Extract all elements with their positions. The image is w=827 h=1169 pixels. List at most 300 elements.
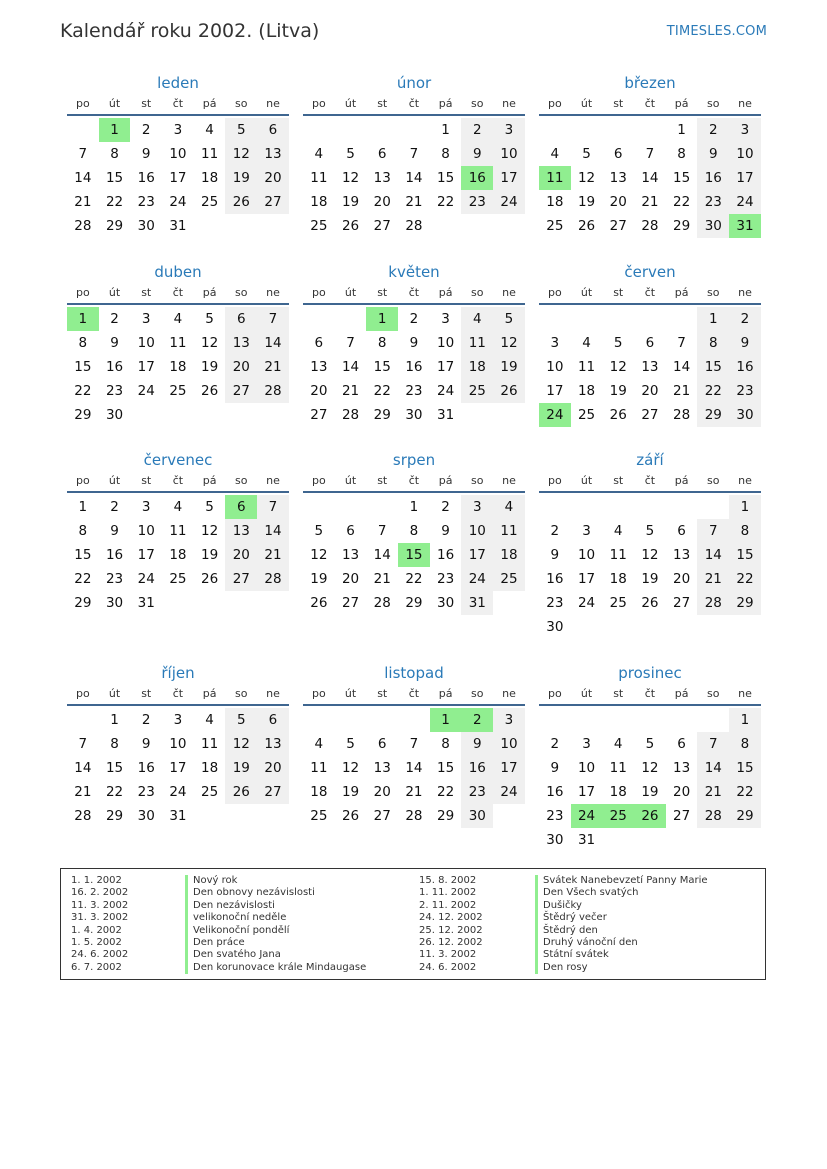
day-cell: 25 — [609, 595, 627, 611]
legend-holiday-name: Nový rok — [193, 875, 238, 886]
month-9 — [67, 662, 289, 828]
month-name: srpen — [392, 451, 436, 469]
legend-date: 1. 4. 2002 — [71, 924, 122, 936]
day-grid — [303, 307, 525, 427]
day-cell: 27 — [673, 808, 691, 824]
legend-date: 24. 12. 2002 — [419, 912, 483, 924]
weekday-label: so — [471, 474, 484, 487]
day-cell: 3 — [441, 311, 450, 327]
weekday-label: so — [235, 474, 248, 487]
day-cell: 3 — [141, 311, 151, 327]
day-cell: 11 — [493, 519, 525, 543]
day-cell: 21 — [697, 567, 729, 591]
day-cell: 18 — [577, 383, 596, 399]
month-11 — [539, 662, 761, 852]
weekday-label: po — [547, 286, 562, 299]
day-cell: 10 — [729, 142, 761, 166]
day-cell: 5 — [205, 311, 214, 327]
weekday-label: so — [471, 687, 484, 700]
weekday-label: so — [707, 474, 720, 487]
day-cell: 18 — [310, 784, 328, 800]
day-cell: 11 — [169, 335, 187, 351]
day-cell: 10 — [169, 146, 187, 162]
day-cell: 24 — [137, 383, 155, 399]
day-cell: 4 — [493, 495, 525, 519]
day-cell: 2 — [697, 118, 729, 142]
empty-cell — [335, 118, 367, 142]
weekday-label: po — [75, 474, 90, 487]
empty-cell — [398, 118, 430, 142]
day-cell: 15 — [105, 170, 124, 186]
day-cell: 6 — [677, 523, 686, 539]
empty-cell — [571, 118, 603, 142]
weekday-label: ne — [266, 474, 280, 487]
empty-cell — [666, 615, 698, 639]
day-cell: 4 — [205, 122, 214, 138]
day-cell: 24 — [729, 190, 761, 214]
day-cell: 16 — [137, 170, 155, 186]
day-grid — [67, 708, 289, 828]
day-grid — [539, 307, 761, 427]
day-cell: 10 — [546, 359, 564, 375]
empty-cell — [634, 307, 666, 331]
empty-cell — [729, 615, 761, 639]
day-cell: 5 — [225, 118, 257, 142]
day-cell: 6 — [257, 708, 289, 732]
weekday-label: ne — [738, 474, 752, 487]
day-cell: 7 — [697, 519, 729, 543]
weekday-label: po — [547, 687, 562, 700]
day-cell: 14 — [74, 170, 92, 186]
day-cell: 25 — [169, 383, 187, 399]
empty-cell — [303, 307, 335, 331]
day-cell: 15 — [437, 760, 455, 776]
day-cell: 7 — [346, 335, 355, 351]
empty-cell — [225, 591, 257, 615]
day-cell: 6 — [377, 146, 387, 162]
month-8 — [539, 449, 761, 639]
day-cell: 22 — [373, 383, 391, 399]
day-cell: 13 — [641, 359, 659, 375]
day-cell: 16 — [105, 547, 124, 563]
day-cell: 25 — [546, 218, 564, 234]
legend-holiday-name: Den práce — [193, 936, 245, 948]
day-cell: 25 — [493, 567, 525, 591]
day-cell: 6 — [225, 495, 257, 519]
weekday-label: ne — [738, 97, 752, 110]
weekday-label: út — [580, 286, 593, 299]
day-cell: 3 — [173, 122, 183, 138]
day-cell: 28 — [257, 379, 289, 403]
day-cell: 19 — [609, 383, 627, 399]
day-cell: 26 — [341, 218, 360, 234]
day-cell: 24 — [493, 780, 525, 804]
empty-cell — [225, 403, 257, 427]
day-cell: 28 — [697, 591, 729, 615]
weekday-label: čt — [408, 474, 420, 487]
day-cell: 7 — [78, 146, 88, 162]
day-cell: 9 — [461, 142, 493, 166]
day-cell: 23 — [437, 571, 455, 587]
weekday-header — [67, 283, 289, 305]
day-cell: 26 — [201, 571, 219, 587]
day-cell: 27 — [257, 190, 289, 214]
day-cell: 14 — [405, 170, 423, 186]
day-cell: 6 — [225, 307, 257, 331]
weekday-label: čt — [644, 687, 656, 700]
day-cell: 18 — [493, 543, 525, 567]
weekday-label: ne — [502, 687, 516, 700]
empty-cell — [366, 495, 398, 519]
weekday-label: čt — [172, 687, 184, 700]
day-cell: 7 — [257, 495, 289, 519]
day-cell: 14 — [74, 760, 92, 776]
day-cell: 30 — [137, 808, 155, 824]
legend-date: 1. 1. 2002 — [71, 875, 122, 886]
day-cell: 26 — [310, 595, 328, 611]
day-cell: 16 — [729, 355, 761, 379]
day-cell: 19 — [201, 547, 219, 563]
empty-cell — [697, 495, 729, 519]
weekday-label: ne — [502, 286, 516, 299]
legend-holiday-name: Štědrý večer — [543, 912, 607, 924]
weekday-label: pá — [674, 687, 689, 700]
day-cell: 7 — [78, 736, 88, 752]
empty-cell — [303, 495, 335, 519]
month-name: únor — [396, 74, 432, 92]
day-cell: 5 — [225, 708, 257, 732]
day-cell: 4 — [582, 335, 591, 351]
empty-cell — [666, 307, 698, 331]
day-cell: 10 — [577, 760, 596, 776]
day-cell: 12 — [493, 331, 525, 355]
day-cell: 3 — [550, 335, 560, 351]
day-cell: 20 — [373, 194, 391, 210]
weekday-label: po — [311, 97, 326, 110]
day-cell: 9 — [729, 331, 761, 355]
day-cell: 15 — [105, 760, 124, 776]
day-cell: 15 — [729, 756, 761, 780]
day-cell: 5 — [346, 146, 355, 162]
day-cell: 9 — [697, 142, 729, 166]
day-cell: 14 — [697, 543, 729, 567]
day-cell: 7 — [409, 736, 419, 752]
day-cell: 31 — [137, 595, 155, 611]
day-cell: 18 — [609, 571, 627, 587]
weekday-label: út — [108, 687, 121, 700]
day-cell: 6 — [346, 523, 355, 539]
weekday-label: so — [707, 97, 720, 110]
legend-date: 11. 3. 2002 — [419, 949, 477, 961]
day-cell: 23 — [105, 571, 124, 587]
month-name: duben — [154, 263, 202, 281]
day-cell: 27 — [673, 595, 691, 611]
day-cell: 10 — [437, 335, 455, 351]
day-cell: 30 — [546, 619, 564, 635]
day-cell: 4 — [173, 311, 183, 327]
empty-cell — [461, 214, 493, 238]
day-cell: 8 — [441, 146, 450, 162]
day-cell: 24 — [169, 194, 187, 210]
day-cell: 29 — [373, 407, 391, 423]
month-3 — [67, 261, 289, 427]
day-cell: 21 — [641, 194, 659, 210]
day-cell: 12 — [341, 170, 360, 186]
empty-cell — [194, 804, 226, 828]
empty-cell — [602, 828, 634, 852]
legend-names-left — [185, 875, 366, 974]
day-cell: 23 — [729, 379, 761, 403]
empty-cell — [366, 118, 398, 142]
day-cell: 21 — [257, 355, 289, 379]
day-cell: 20 — [673, 784, 691, 800]
day-cell: 1 — [729, 708, 761, 732]
weekday-label: st — [377, 286, 388, 299]
empty-cell — [571, 495, 603, 519]
day-cell: 4 — [461, 307, 493, 331]
day-cell: 30 — [729, 403, 761, 427]
day-cell: 25 — [310, 808, 328, 824]
day-cell: 21 — [405, 194, 423, 210]
day-cell: 20 — [641, 383, 659, 399]
day-cell: 12 — [201, 523, 219, 539]
day-cell: 20 — [310, 383, 328, 399]
day-cell: 1 — [729, 495, 761, 519]
day-grid — [67, 495, 289, 615]
empty-cell — [634, 828, 666, 852]
month-name: červenec — [143, 451, 213, 469]
day-cell: 13 — [257, 732, 289, 756]
day-cell: 31 — [437, 407, 455, 423]
month-name: září — [636, 451, 664, 469]
day-cell: 1 — [441, 122, 450, 138]
day-cell: 14 — [257, 519, 289, 543]
month-0 — [67, 72, 289, 238]
month-2 — [539, 72, 761, 238]
day-cell: 18 — [201, 170, 219, 186]
empty-cell — [67, 708, 99, 732]
day-cell: 15 — [437, 170, 455, 186]
day-cell: 22 — [697, 379, 729, 403]
day-cell: 28 — [641, 218, 659, 234]
day-cell: 13 — [373, 760, 391, 776]
day-cell: 27 — [641, 407, 659, 423]
empty-cell — [257, 804, 289, 828]
weekday-label: pá — [438, 286, 453, 299]
legend-holiday-name: Den rosy — [543, 961, 588, 973]
day-cell: 8 — [409, 523, 419, 539]
day-cell: 7 — [645, 146, 655, 162]
day-cell: 16 — [697, 166, 729, 190]
weekday-label: po — [311, 474, 326, 487]
day-cell: 22 — [729, 780, 761, 804]
weekday-label: ne — [738, 286, 752, 299]
empty-cell — [225, 214, 257, 238]
day-cell: 4 — [550, 146, 560, 162]
day-cell: 2 — [409, 311, 419, 327]
month-1 — [303, 72, 525, 238]
legend-date: 1. 11. 2002 — [419, 887, 477, 899]
day-cell: 2 — [550, 523, 560, 539]
weekday-label: út — [580, 687, 593, 700]
month-5 — [539, 261, 761, 427]
day-cell: 26 — [609, 407, 627, 423]
legend-names-right — [535, 875, 708, 974]
weekday-label: čt — [172, 286, 184, 299]
day-cell: 4 — [173, 499, 183, 515]
weekday-label: st — [377, 687, 388, 700]
day-cell: 4 — [314, 146, 324, 162]
day-cell: 1 — [67, 307, 99, 331]
day-grid — [539, 118, 761, 238]
weekday-label: ne — [266, 687, 280, 700]
empty-cell — [666, 495, 698, 519]
empty-cell — [539, 118, 571, 142]
day-cell: 28 — [74, 218, 92, 234]
empty-cell — [602, 708, 634, 732]
day-cell: 30 — [546, 832, 564, 848]
day-cell: 20 — [257, 166, 289, 190]
day-cell: 26 — [641, 595, 659, 611]
empty-cell — [335, 708, 367, 732]
day-cell: 12 — [641, 547, 659, 563]
weekday-label: st — [613, 474, 624, 487]
day-cell: 5 — [205, 499, 214, 515]
day-cell: 27 — [373, 808, 391, 824]
legend-date: 24. 6. 2002 — [419, 961, 477, 973]
day-cell: 28 — [697, 804, 729, 828]
day-cell: 16 — [405, 359, 423, 375]
day-cell: 22 — [437, 784, 455, 800]
weekday-header — [67, 471, 289, 493]
day-cell: 3 — [141, 499, 151, 515]
month-name: říjen — [161, 664, 195, 682]
day-cell: 9 — [141, 736, 151, 752]
legend-dates-left — [71, 875, 128, 974]
day-cell: 17 — [137, 359, 155, 375]
weekday-header — [303, 471, 525, 493]
weekday-label: pá — [674, 97, 689, 110]
legend-date: 2. 11. 2002 — [419, 899, 477, 911]
empty-cell — [162, 591, 194, 615]
weekday-header — [539, 94, 761, 116]
day-cell: 10 — [493, 142, 525, 166]
weekday-label: so — [235, 687, 248, 700]
day-cell: 14 — [641, 170, 659, 186]
day-cell: 18 — [461, 355, 493, 379]
day-cell: 19 — [201, 359, 219, 375]
weekday-header — [539, 471, 761, 493]
day-cell: 15 — [74, 359, 92, 375]
empty-cell — [303, 118, 335, 142]
day-cell: 5 — [613, 335, 623, 351]
day-cell: 23 — [461, 190, 493, 214]
day-cell: 13 — [673, 760, 691, 776]
empty-cell — [335, 495, 367, 519]
day-cell: 4 — [613, 736, 623, 752]
empty-cell — [666, 828, 698, 852]
weekday-label: st — [141, 474, 152, 487]
day-cell: 27 — [609, 218, 627, 234]
day-cell: 11 — [609, 547, 627, 563]
day-grid — [303, 708, 525, 828]
day-cell: 30 — [697, 214, 729, 238]
day-cell: 24 — [137, 571, 155, 587]
weekday-label: čt — [408, 97, 420, 110]
day-cell: 16 — [137, 760, 155, 776]
day-cell: 29 — [673, 218, 691, 234]
day-cell: 1 — [78, 499, 88, 515]
day-cell: 10 — [169, 736, 187, 752]
day-cell: 25 — [461, 379, 493, 403]
day-cell: 9 — [441, 523, 450, 539]
day-cell: 11 — [577, 359, 596, 375]
weekday-label: ne — [502, 474, 516, 487]
empty-cell — [257, 214, 289, 238]
day-cell: 8 — [78, 523, 88, 539]
weekday-label: ne — [502, 97, 516, 110]
day-cell: 18 — [169, 547, 187, 563]
day-cell: 1 — [409, 499, 419, 515]
day-cell: 30 — [105, 595, 124, 611]
day-cell: 2 — [550, 736, 560, 752]
day-cell: 14 — [405, 760, 423, 776]
day-cell: 8 — [110, 146, 119, 162]
day-cell: 19 — [493, 355, 525, 379]
legend-date: 25. 12. 2002 — [419, 924, 483, 936]
day-cell: 25 — [201, 194, 219, 210]
brand-link[interactable]: TIMESLES.COM — [666, 24, 767, 39]
day-cell: 2 — [461, 118, 493, 142]
day-cell: 4 — [205, 712, 214, 728]
day-cell: 14 — [373, 547, 391, 563]
day-cell: 3 — [729, 118, 761, 142]
day-cell: 10 — [461, 519, 493, 543]
day-cell: 21 — [373, 571, 391, 587]
weekday-header — [539, 283, 761, 305]
day-cell: 31 — [577, 832, 596, 848]
weekday-label: po — [75, 687, 90, 700]
day-cell: 3 — [461, 495, 493, 519]
weekday-label: po — [547, 474, 562, 487]
weekday-header — [303, 283, 525, 305]
day-cell: 28 — [673, 407, 691, 423]
weekday-label: út — [108, 286, 121, 299]
day-cell: 26 — [577, 218, 596, 234]
legend-date: 31. 3. 2002 — [71, 912, 129, 924]
empty-cell — [162, 403, 194, 427]
legend-date: 11. 3. 2002 — [71, 899, 129, 911]
month-name: leden — [157, 74, 199, 92]
day-cell: 19 — [641, 784, 659, 800]
day-cell: 11 — [539, 166, 571, 190]
day-cell: 25 — [169, 571, 187, 587]
weekday-label: so — [707, 286, 720, 299]
day-cell: 5 — [645, 523, 655, 539]
day-cell: 8 — [78, 335, 88, 351]
day-cell: 11 — [201, 146, 219, 162]
weekday-label: pá — [202, 687, 217, 700]
day-cell: 22 — [405, 571, 423, 587]
weekday-label: út — [344, 474, 357, 487]
day-cell: 20 — [257, 756, 289, 780]
day-cell: 29 — [74, 407, 92, 423]
day-cell: 7 — [377, 523, 387, 539]
day-cell: 9 — [550, 760, 560, 776]
empty-cell — [634, 118, 666, 142]
day-cell: 6 — [677, 736, 686, 752]
day-cell: 9 — [110, 523, 119, 539]
